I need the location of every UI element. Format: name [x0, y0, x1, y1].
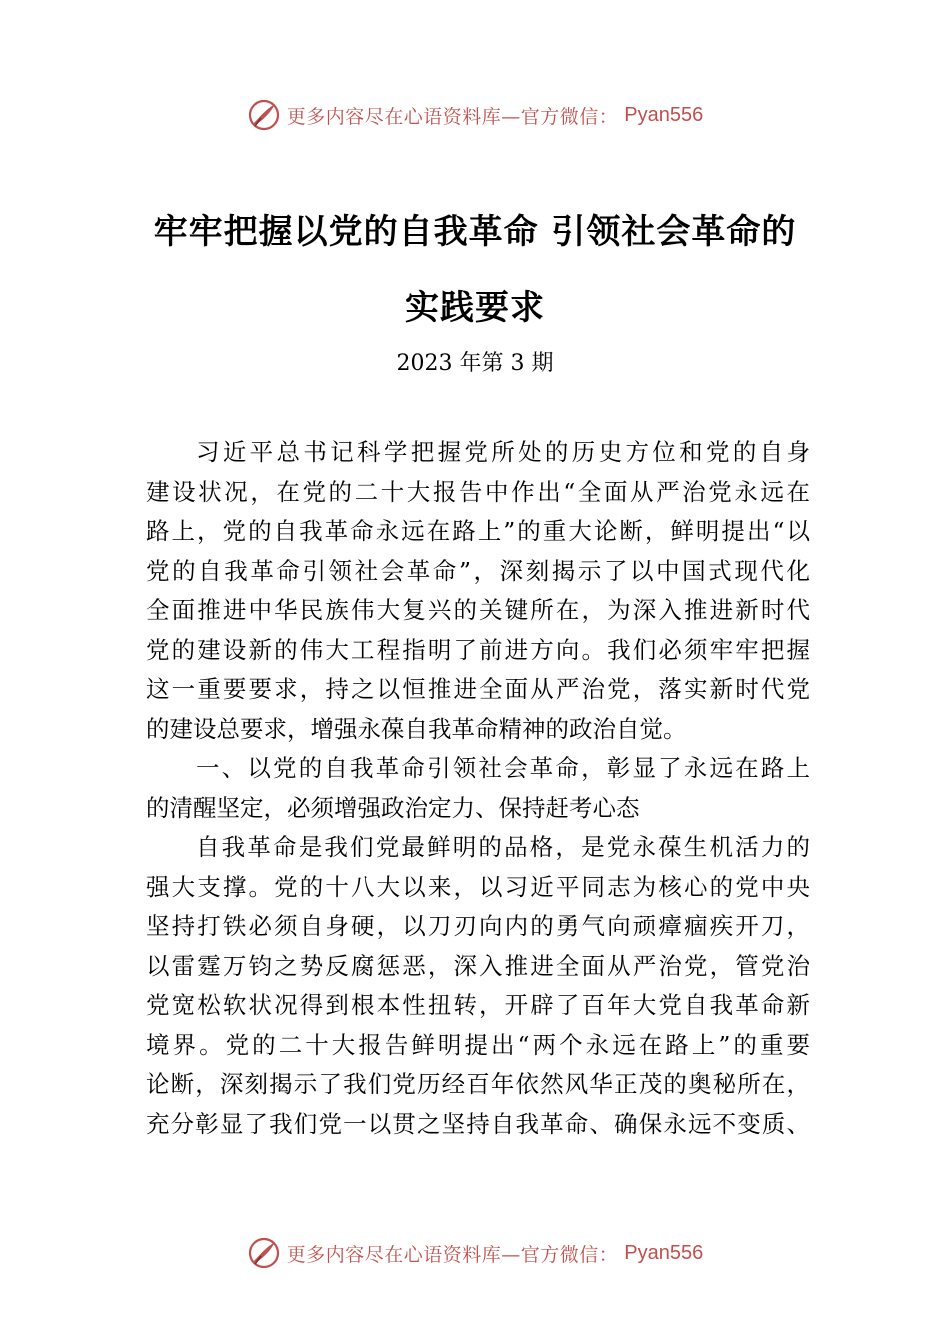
body-line: 的建设总要求，增强永葆自我革命精神的政治自觉。 — [146, 714, 687, 743]
quill-logo-icon — [247, 1236, 281, 1270]
issue-label: 2023 年第 3 期 — [396, 351, 554, 376]
body-line: 党的自我革命引领社会革命”，深刻揭示了以中国式现代化 — [146, 556, 810, 585]
body-line: 自我革命是我们党最鲜明的品格，是党永葆生机活力的 — [196, 833, 810, 861]
body-line: 全面推进中华民族伟大复兴的关键所在，为深入推进新时代 — [146, 596, 810, 624]
body-line: 党宽松软状况得到根本性扭转，开辟了百年大党自我革命新 — [146, 991, 810, 1019]
body-line: 这一重要要求，持之以恒推进全面从严治党，落实新时代党 — [146, 675, 810, 703]
body-line: 党的建设新的伟大工程指明了前进方向。我们必须牢牢把握 — [146, 635, 810, 664]
body-line: 充分彰显了我们党一以贯之坚持自我革命、确保永远不变质、 — [146, 1109, 810, 1138]
body-line: 以雷霆万钧之势反腐惩恶，深入推进全面从严治党，管党治 — [146, 951, 810, 980]
body-line: 论断，深刻揭示了我们党历经百年依然风华正茂的奥秘所在， — [146, 1070, 810, 1098]
body-line: 路上，党的自我革命永远在路上”的重大论断，鲜明提出“以 — [146, 517, 810, 545]
body-line: 坚持打铁必须自身硬，以刀刃向内的勇气向顽瘴痼疾开刀， — [146, 912, 810, 940]
document-title-line-1: 牢牢把握以党的自我革命 引领社会革命的 — [153, 212, 797, 252]
body-line: 境界。党的二十大报告鲜明提出“两个永远在路上”的重要 — [146, 1030, 810, 1059]
document-body — [146, 433, 810, 1144]
section-heading-line: 一、以党的自我革命引领社会革命，彰显了永远在路上 — [196, 754, 810, 782]
document-title-line-2: 实践要求 — [405, 288, 545, 328]
section-heading-line: 的清醒坚定，必须增强政治定力、保持赶考心态 — [146, 793, 640, 822]
body-line: 建设状况，在党的二十大报告中作出“全面从严治党永远在 — [146, 477, 810, 506]
quill-logo-icon — [247, 98, 281, 132]
wechat-id: Pyan556 — [624, 103, 704, 126]
header-watermark-banner — [0, 95, 950, 135]
body-line: 强大支撑。党的十八大以来，以习近平同志为核心的党中央 — [146, 872, 810, 901]
watermark-text: 更多内容尽在心语资料库—官方微信： — [286, 1243, 619, 1266]
watermark-text: 更多内容尽在心语资料库—官方微信： — [286, 105, 619, 128]
wechat-id: Pyan556 — [624, 1241, 704, 1264]
footer-watermark-banner — [0, 1233, 950, 1273]
body-line: 习近平总书记科学把握党所处的历史方位和党的自身 — [196, 438, 810, 466]
